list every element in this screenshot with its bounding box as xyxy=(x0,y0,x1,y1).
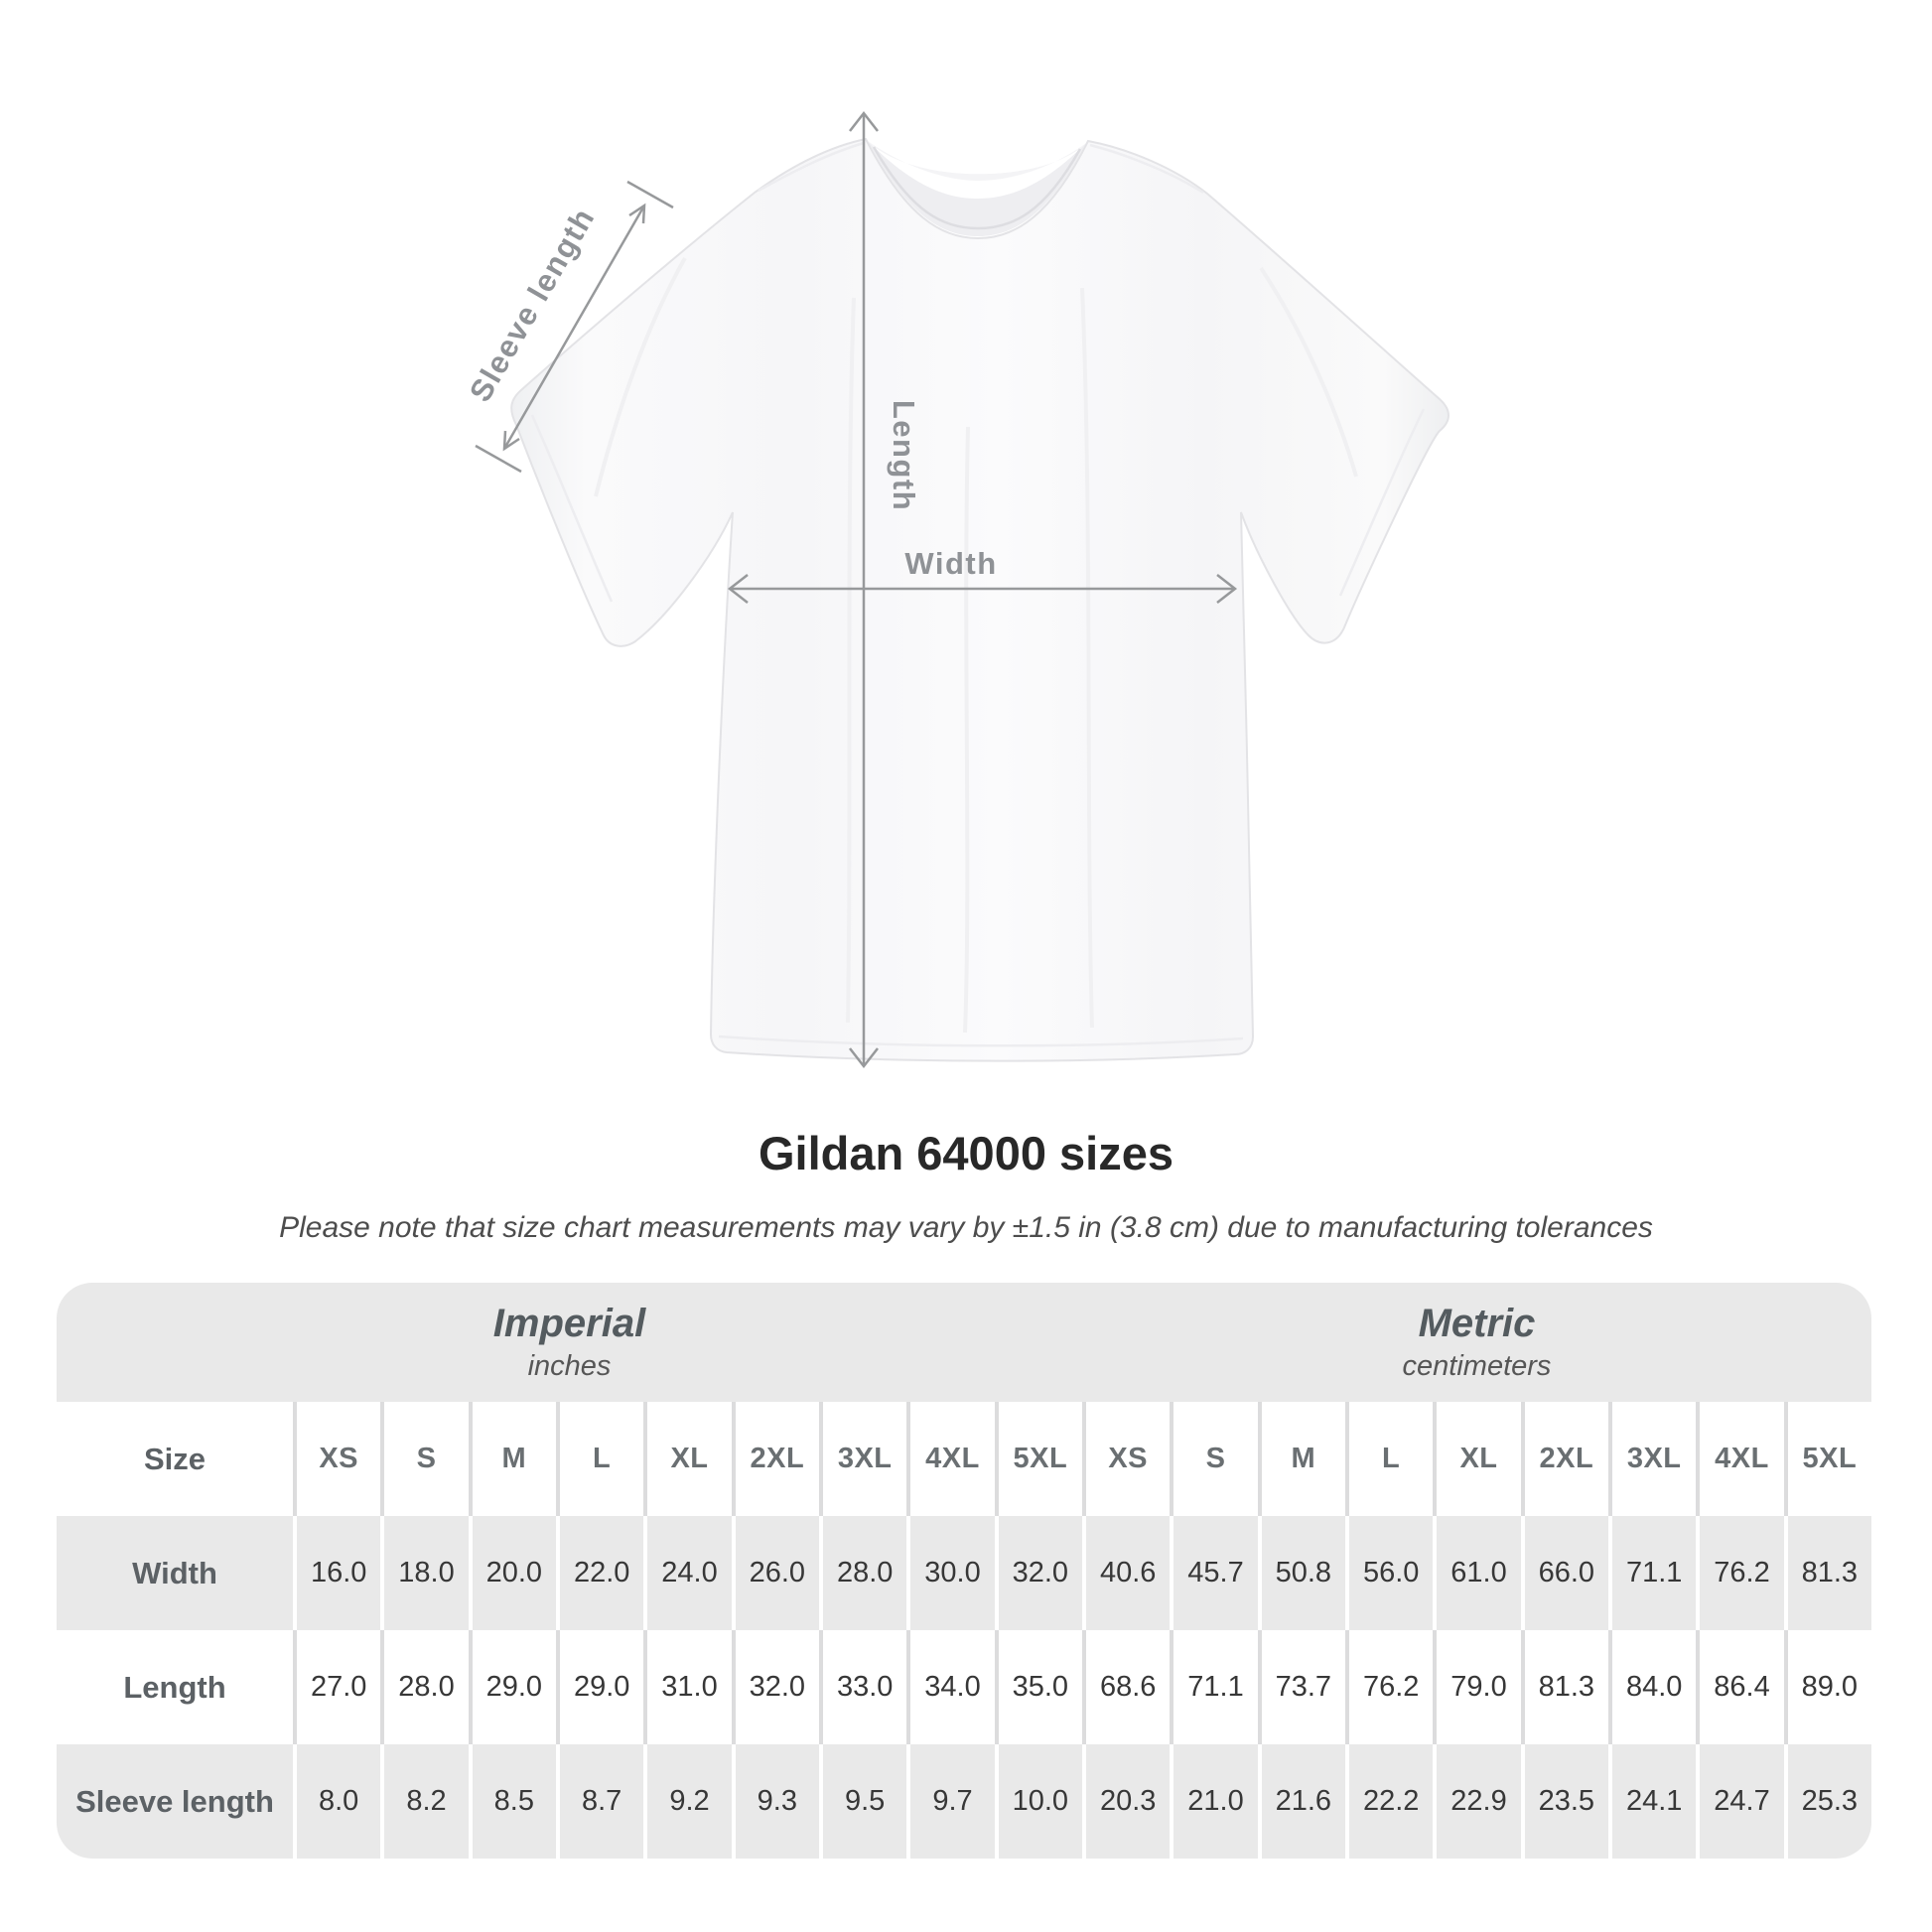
size-header-cell: L xyxy=(1345,1402,1433,1516)
tshirt-illustration xyxy=(511,139,1449,1061)
value-cell: 76.2 xyxy=(1696,1516,1783,1630)
value-cell: 50.8 xyxy=(1258,1516,1345,1630)
size-header-cell: XL xyxy=(1433,1402,1520,1516)
page-title: Gildan 64000 sizes xyxy=(758,1127,1174,1179)
unit-group-metric xyxy=(1082,1283,1871,1402)
unit-group-unit: inches xyxy=(527,1350,612,1382)
row-label: Length xyxy=(123,1669,226,1705)
value-cell: 79.0 xyxy=(1433,1630,1520,1744)
size-header-cell: XL xyxy=(643,1402,731,1516)
value-cell: 25.3 xyxy=(1784,1744,1871,1859)
value-cell: 8.7 xyxy=(556,1744,643,1859)
value-cell: 22.9 xyxy=(1433,1744,1520,1859)
size-header-cell: XS xyxy=(1082,1402,1170,1516)
value-cell: 56.0 xyxy=(1345,1516,1433,1630)
value-cell: 32.0 xyxy=(732,1630,819,1744)
width-label: Width xyxy=(904,546,998,581)
value-cell: 8.2 xyxy=(380,1744,468,1859)
value-cell: 9.7 xyxy=(906,1744,994,1859)
size-header-cell: M xyxy=(469,1402,556,1516)
value-cell: 21.0 xyxy=(1170,1744,1257,1859)
page-subtitle: Please note that size chart measurements may vary by ±1.5 in (3.8 cm) due to manufacturing tolerances xyxy=(279,1211,1653,1244)
value-cell: 23.5 xyxy=(1521,1744,1608,1859)
value-cell: 9.3 xyxy=(732,1744,819,1859)
size-header-cell: 4XL xyxy=(906,1402,994,1516)
size-header-cell: 4XL xyxy=(1696,1402,1783,1516)
value-cell: 73.7 xyxy=(1258,1630,1345,1744)
value-cell: 18.0 xyxy=(380,1516,468,1630)
size-header-cell: M xyxy=(1258,1402,1345,1516)
value-cell: 32.0 xyxy=(995,1516,1082,1630)
unit-group-label: Imperial xyxy=(492,1302,646,1345)
size-header-cell: L xyxy=(556,1402,643,1516)
value-cell: 8.5 xyxy=(469,1744,556,1859)
value-cell: 24.7 xyxy=(1696,1744,1783,1859)
value-cell: 30.0 xyxy=(906,1516,994,1630)
value-cell: 28.0 xyxy=(380,1630,468,1744)
size-header-cell: 2XL xyxy=(1521,1402,1608,1516)
unit-group-label: Metric xyxy=(1418,1302,1536,1345)
value-cell: 20.0 xyxy=(469,1516,556,1630)
value-cell: 26.0 xyxy=(732,1516,819,1630)
value-cell: 29.0 xyxy=(556,1630,643,1744)
value-cell: 9.5 xyxy=(819,1744,906,1859)
value-cell: 21.6 xyxy=(1258,1744,1345,1859)
value-cell: 71.1 xyxy=(1608,1516,1696,1630)
value-cell: 16.0 xyxy=(293,1516,380,1630)
value-cell: 61.0 xyxy=(1433,1516,1520,1630)
value-cell: 35.0 xyxy=(995,1630,1082,1744)
value-cell: 27.0 xyxy=(293,1630,380,1744)
value-cell: 10.0 xyxy=(995,1744,1082,1859)
size-header-cell: 5XL xyxy=(1784,1402,1871,1516)
row-label: Width xyxy=(57,1516,293,1630)
size-header-cell: 3XL xyxy=(1608,1402,1696,1516)
size-header-cell: S xyxy=(1170,1402,1257,1516)
table-row-sleeve-length xyxy=(57,1744,1871,1859)
value-cell: 22.0 xyxy=(556,1516,643,1630)
value-cell: 89.0 xyxy=(1784,1630,1871,1744)
size-header-label: Size xyxy=(143,1441,207,1476)
value-cell: 29.0 xyxy=(469,1630,556,1744)
size-table xyxy=(57,1283,1871,1859)
value-cell: 71.1 xyxy=(1170,1630,1257,1744)
unit-group-imperial xyxy=(57,1283,1082,1402)
value-cell: 81.3 xyxy=(1521,1630,1608,1744)
value-cell: 8.0 xyxy=(293,1744,380,1859)
value-cell: 28.0 xyxy=(819,1516,906,1630)
value-cell: 34.0 xyxy=(906,1630,994,1744)
size-header-cell: 3XL xyxy=(819,1402,906,1516)
table-row-length xyxy=(57,1630,1871,1744)
value-cell: 20.3 xyxy=(1082,1744,1170,1859)
value-cell: 84.0 xyxy=(1608,1630,1696,1744)
size-header-cell: 5XL xyxy=(995,1402,1082,1516)
length-label: Length xyxy=(887,399,921,512)
sleeve-length-label: Sleeve length xyxy=(462,202,602,408)
value-cell: 31.0 xyxy=(643,1630,731,1744)
value-cell: 86.4 xyxy=(1696,1630,1783,1744)
size-header-cell: S xyxy=(380,1402,468,1516)
value-cell: 33.0 xyxy=(819,1630,906,1744)
tshirt-body xyxy=(511,139,1449,1061)
value-cell: 24.0 xyxy=(643,1516,731,1630)
unit-band xyxy=(57,1283,1871,1402)
value-cell: 66.0 xyxy=(1521,1516,1608,1630)
value-cell: 68.6 xyxy=(1082,1630,1170,1744)
size-header-row xyxy=(57,1402,1871,1516)
value-cell: 9.2 xyxy=(643,1744,731,1859)
unit-group-unit: centimeters xyxy=(1402,1350,1552,1382)
size-header-cell: 2XL xyxy=(732,1402,819,1516)
row-label: Sleeve length xyxy=(57,1744,293,1859)
size-header-cell: XS xyxy=(293,1402,380,1516)
value-cell: 24.1 xyxy=(1608,1744,1696,1859)
value-cell: 22.2 xyxy=(1345,1744,1433,1859)
value-cell: 45.7 xyxy=(1170,1516,1257,1630)
table-row-width xyxy=(57,1516,1871,1630)
table-rows xyxy=(57,1516,1871,1859)
value-cell: 76.2 xyxy=(1345,1630,1433,1744)
value-cell: 81.3 xyxy=(1784,1516,1871,1630)
value-cell: 40.6 xyxy=(1082,1516,1170,1630)
